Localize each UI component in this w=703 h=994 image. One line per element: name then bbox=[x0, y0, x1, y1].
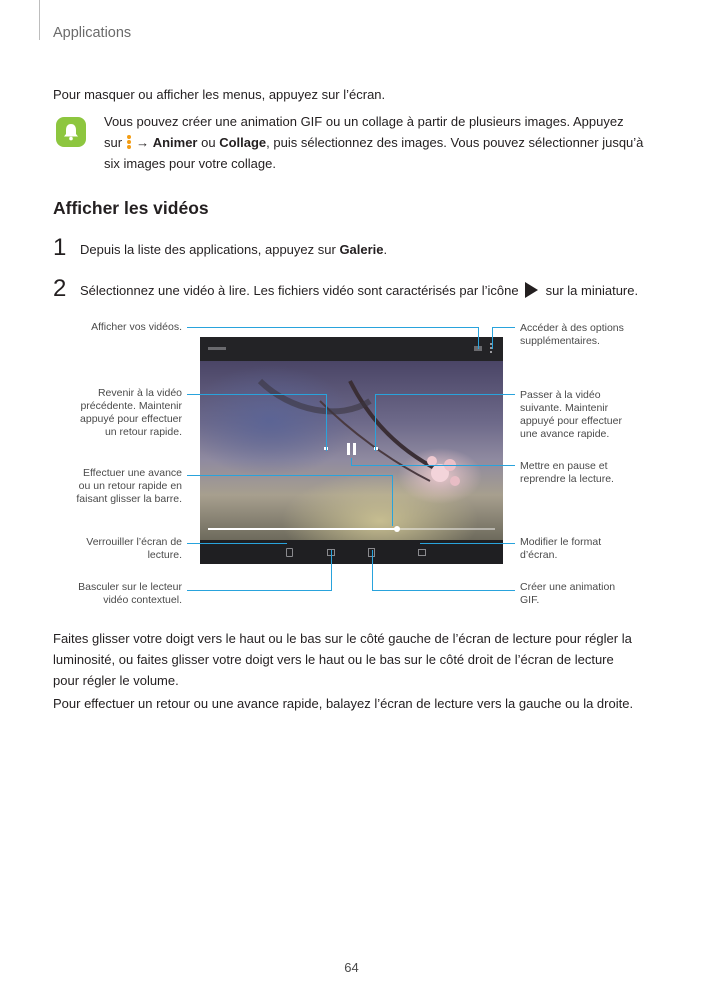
callout-line bbox=[187, 394, 326, 395]
note-line-2: sur → Animer ou Collage, puis sélectionnez des images. Vous pouvez sélectionner jusqu’à bbox=[104, 135, 644, 150]
paragraph-rewind-forward: Pour effectuer un retour ou une avance rapide, balayez l’écran de lecture vers la gauche ou la droite. bbox=[53, 696, 634, 711]
callout-line bbox=[492, 327, 515, 328]
callout-seek-bar: Effectuer une avance ou un retour rapide en faisant glisser la barre. bbox=[76, 467, 182, 505]
callout-gif: Créer une animation GIF. bbox=[520, 581, 616, 606]
note-icon bbox=[56, 117, 86, 147]
callout-line bbox=[351, 465, 515, 466]
callout-more-options: Accéder à des options supplémentaires. bbox=[520, 322, 624, 347]
back-icon[interactable] bbox=[208, 347, 226, 350]
galerie-label: Galerie bbox=[339, 242, 384, 257]
callout-line bbox=[372, 590, 515, 591]
progress-fill bbox=[208, 528, 397, 530]
callout-line bbox=[375, 394, 515, 395]
callout-next-video: Passer à la vidéo suivante. Maintenir appuyé pour effectuer une avance rapide. bbox=[520, 389, 622, 440]
pause-icon[interactable] bbox=[347, 443, 350, 455]
video-player-screenshot bbox=[200, 337, 503, 564]
more-options-icon bbox=[125, 134, 133, 150]
note-line-1: Vous pouvez créer une animation GIF ou un collage à partir de plusieurs images. Appuyez bbox=[104, 114, 624, 129]
step-text-2: Sélectionnez une vidéo à lire. Les fichiers vidéo sont caractérisés par l’icône sur la miniature. bbox=[80, 283, 639, 298]
play-icon bbox=[525, 282, 538, 298]
player-top-bar bbox=[200, 337, 503, 361]
page-number: 64 bbox=[344, 960, 359, 975]
callout-line bbox=[351, 458, 352, 466]
callout-line bbox=[187, 327, 478, 328]
lock-icon[interactable] bbox=[286, 548, 293, 557]
note-line-3: six images pour votre collage. bbox=[104, 156, 276, 171]
callout-line bbox=[420, 543, 515, 544]
callout-line bbox=[331, 550, 332, 591]
section-title: Afficher les vidéos bbox=[53, 198, 209, 218]
step-number-2: 2 bbox=[53, 275, 67, 302]
paragraph-brightness-volume: Faites glisser votre doigt vers le haut ou le bas sur le côté gauche de l’écran de lecture pour régler la luminosité, ou faites glisser votre doigt vers le haut ou le bas sur le côté droit de l’écran de lecture pour régler le volume. bbox=[53, 631, 632, 688]
callout-previous-video: Revenir à la vidéo précédente. Maintenir appuyé pour effectuer un retour rapide. bbox=[80, 387, 182, 438]
note-text bbox=[104, 111, 664, 174]
bell-icon bbox=[61, 122, 81, 142]
callout-pause-resume: Mettre en pause et reprendre la lecture. bbox=[520, 460, 614, 485]
callout-line bbox=[372, 550, 373, 591]
callout-lock-screen: Verrouiller l’écran de lecture. bbox=[86, 536, 182, 561]
animer-label: Animer bbox=[152, 135, 198, 150]
step-text-1: Depuis la liste des applications, appuyez sur Galerie. bbox=[80, 242, 388, 257]
callout-screen-ratio: Modifier le format d’écran. bbox=[520, 536, 602, 561]
screen-ratio-icon[interactable] bbox=[418, 549, 426, 556]
intro-text: Pour masquer ou afficher les menus, appuyez sur l’écran. bbox=[53, 87, 386, 102]
callout-view-videos: Afficher vos vidéos. bbox=[91, 321, 182, 333]
callout-line bbox=[326, 394, 327, 451]
callout-line bbox=[187, 590, 332, 591]
callout-line bbox=[187, 543, 287, 544]
callout-line bbox=[392, 475, 393, 526]
callout-line bbox=[187, 475, 392, 476]
step-number-1: 1 bbox=[53, 234, 67, 261]
callout-popup-player: Basculer sur le lecteur vidéo contextuel. bbox=[78, 581, 182, 606]
callout-line bbox=[478, 327, 479, 349]
callout-line bbox=[375, 394, 376, 451]
video-frame[interactable] bbox=[200, 361, 503, 540]
blossom-branch-image bbox=[200, 361, 503, 540]
collage-label: Collage bbox=[219, 135, 267, 150]
progress-bar[interactable] bbox=[208, 528, 495, 530]
section-header: Applications bbox=[53, 25, 132, 41]
callout-line bbox=[492, 327, 493, 349]
margin-rule bbox=[39, 0, 40, 40]
